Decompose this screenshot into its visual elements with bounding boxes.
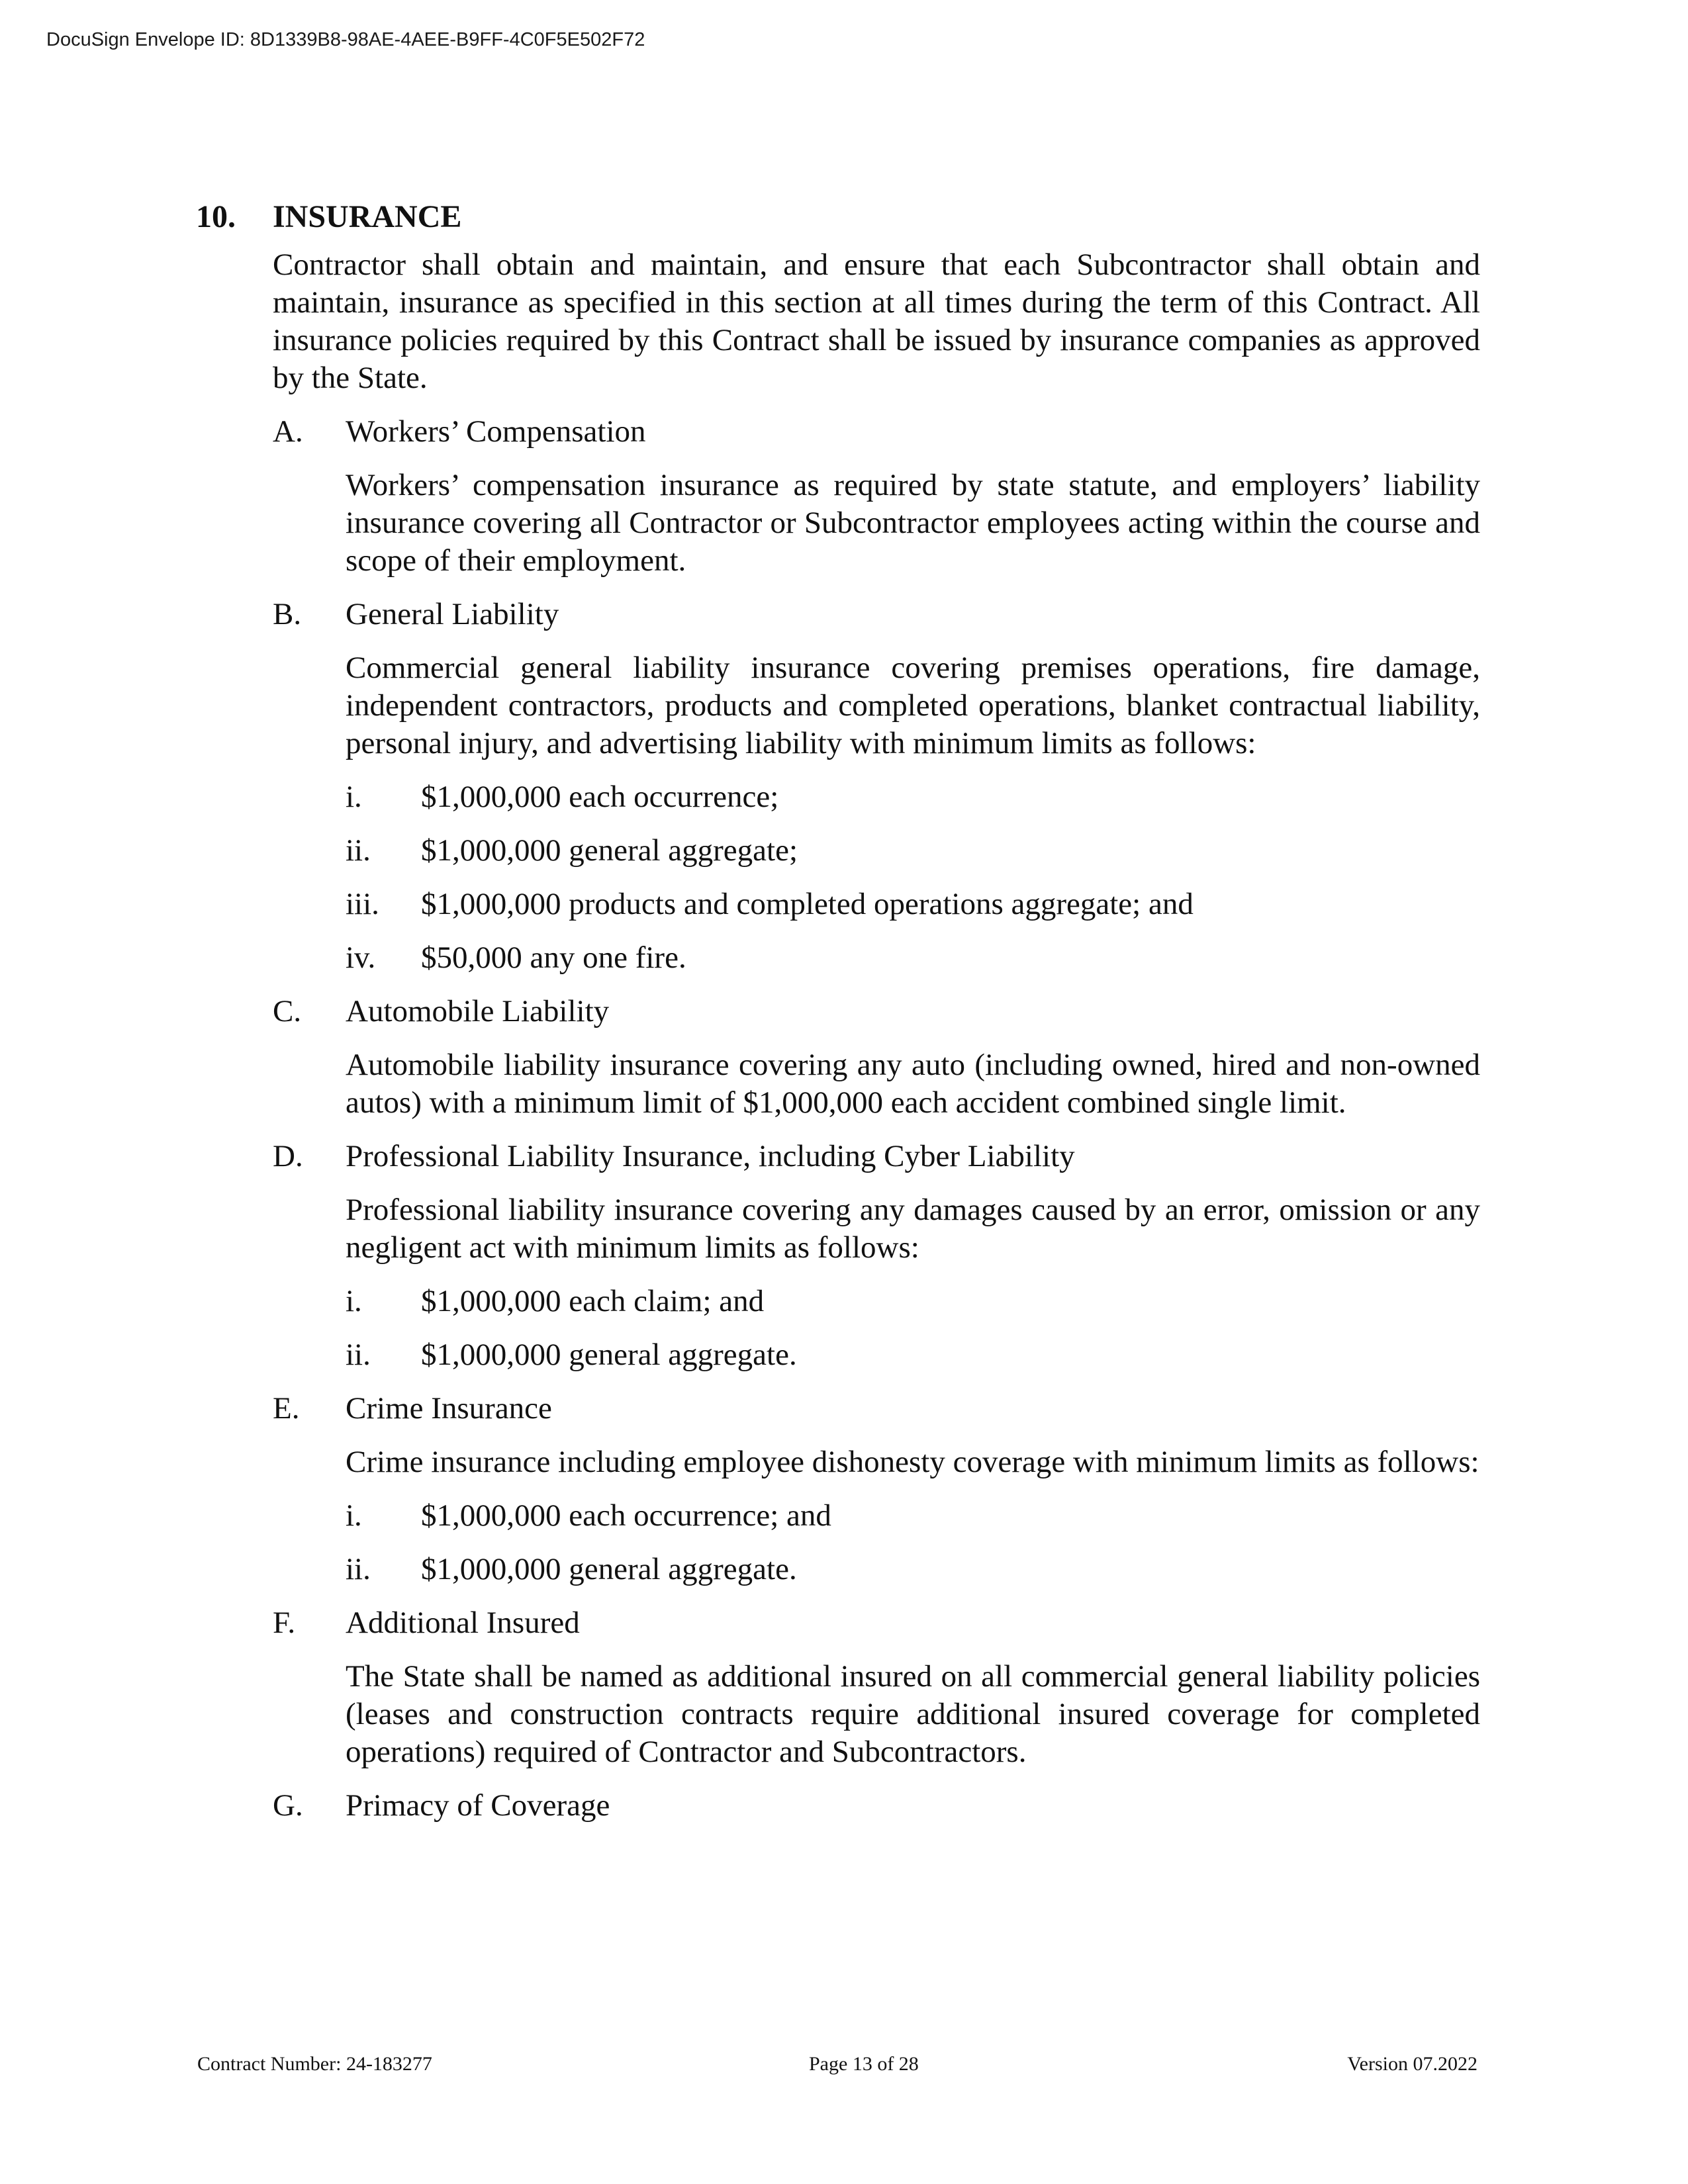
clause-letter: F. (273, 1606, 296, 1640)
list-item-number: iii. (346, 887, 379, 921)
clause-title: Additional Insured (346, 1606, 580, 1640)
list-item-text: $1,000,000 general aggregate. (421, 1338, 797, 1372)
list-item (346, 886, 1480, 923)
clause-c-heading (273, 993, 1480, 1030)
clause-a-text: Workers’ compensation insurance as required by state statute, and employers’ liability insurance covering all Contractor or Subcontractor employees acting within the course and scope of their employment. (346, 468, 1480, 578)
clause-d-heading (273, 1138, 1480, 1175)
list-item-number: ii. (346, 833, 371, 868)
list-item-number: i. (346, 780, 362, 814)
clause-letter: E. (273, 1391, 300, 1426)
clause-title: Professional Liability Insurance, including Cyber Liability (346, 1139, 1075, 1173)
clause-letter: A. (273, 414, 303, 449)
footer-version: Version 07.2022 (1347, 2053, 1477, 2075)
section-number: 10. (196, 199, 236, 234)
clause-e-heading (273, 1390, 1480, 1428)
clause-letter: C. (273, 994, 302, 1028)
list-item-text: $1,000,000 general aggregate. (421, 1552, 797, 1586)
clause-title: Crime Insurance (346, 1391, 552, 1426)
clause-b-text: Commercial general liability insurance covering premises operations, fire damage, independent contractors, products and completed operations, blanket contractual liability, personal injury, and advertising liability with minimum limits as follows: (346, 651, 1480, 760)
list-item (346, 1283, 1480, 1320)
clause-letter: D. (273, 1139, 303, 1173)
list-item-text: $50,000 any one fire. (421, 940, 686, 975)
clause-a-heading (273, 413, 1480, 451)
list-item (346, 1336, 1480, 1374)
clause-title: General Liability (346, 597, 559, 631)
clause-title: Automobile Liability (346, 994, 610, 1028)
clause-g-heading (273, 1787, 1480, 1825)
list-item-number: i. (346, 1284, 362, 1318)
footer-contract-number: Contract Number: 24-183277 (197, 2053, 432, 2075)
list-item-text: $1,000,000 general aggregate; (421, 833, 798, 868)
list-item-number: iv. (346, 940, 376, 975)
footer-page-number: Page 13 of 28 (809, 2053, 919, 2075)
clause-title: Workers’ Compensation (346, 414, 646, 449)
list-item-number: ii. (346, 1338, 371, 1372)
clause-f-heading (273, 1604, 1480, 1642)
list-item-text: $1,000,000 each occurrence; (421, 780, 779, 814)
clause-letter: G. (273, 1788, 303, 1823)
list-item (346, 939, 1480, 977)
docusign-envelope-id: DocuSign Envelope ID: 8D1339B8-98AE-4AEE-B9FF-4C0F5E502F72 (46, 29, 645, 50)
clause-d-text: Professional liability insurance covering any damages caused by an error, omission or any negligent act with minimum limits as follows: (346, 1193, 1480, 1265)
list-item (346, 1551, 1480, 1588)
section-intro: Contractor shall obtain and maintain, and ensure that each Subcontractor shall obtain and maintain, insurance as specified in this section at all times during the term of this Contract. All insurance policies required by this Contract shall be issued by insurance companies as approved by the State. (273, 248, 1480, 395)
clause-e-text: Crime insurance including employee dishonesty coverage with minimum limits as follows: (346, 1445, 1479, 1479)
clause-c-text: Automobile liability insurance covering any auto (including owned, hired and non-owned autos) with a minimum limit of $1,000,000 each accident combined single limit. (346, 1048, 1480, 1120)
list-item-text: $1,000,000 each claim; and (421, 1284, 765, 1318)
page-content (196, 193, 1480, 1825)
clause-f-text: The State shall be named as additional insured on all commercial general liability policies (leases and construction contracts require additional insured coverage for completed operations) required of Contractor and Subcontractors. (346, 1659, 1480, 1769)
list-item (346, 1497, 1480, 1535)
list-item-number: i. (346, 1498, 362, 1533)
list-item-text: $1,000,000 products and completed operations aggregate; and (421, 887, 1194, 921)
section-title: INSURANCE (273, 199, 462, 234)
clause-title: Primacy of Coverage (346, 1788, 610, 1823)
clause-letter: B. (273, 597, 302, 631)
list-item-text: $1,000,000 each occurrence; and (421, 1498, 831, 1533)
clause-b-heading (273, 596, 1480, 633)
list-item (346, 832, 1480, 870)
list-item (346, 778, 1480, 816)
list-item-number: ii. (346, 1552, 371, 1586)
section-heading (196, 193, 1480, 241)
